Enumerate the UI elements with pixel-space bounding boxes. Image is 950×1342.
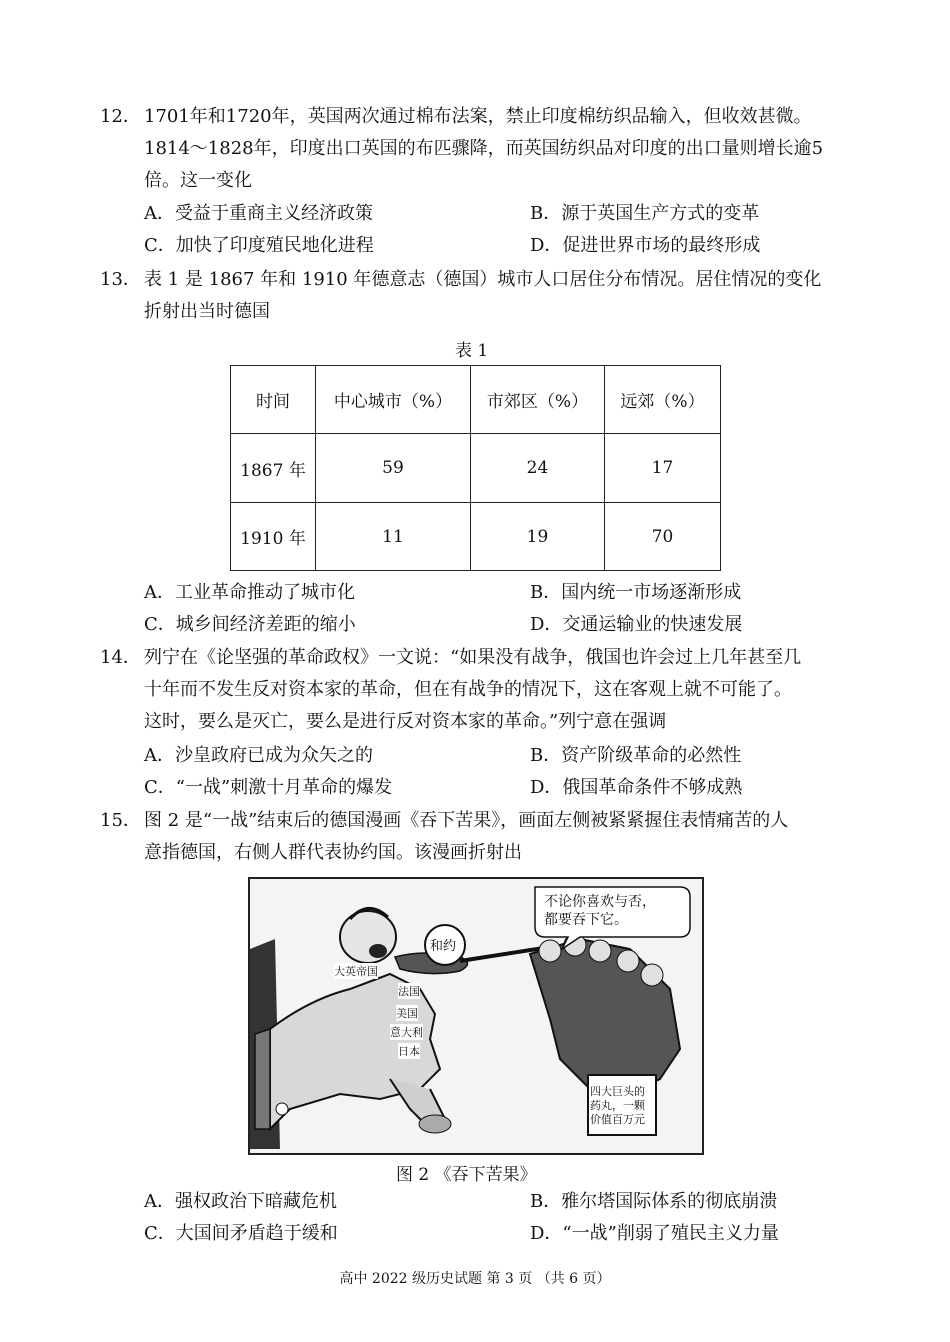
page-footer: 高中 2022 级历史试题 第 3 页 （共 6 页） — [339, 1271, 611, 1287]
question-number: 14． — [100, 647, 141, 668]
jar-line: 四大巨头的 — [590, 1085, 645, 1098]
question-number: 12． — [100, 106, 141, 127]
option-a: A．强权政治下暗藏危机 — [144, 1191, 337, 1212]
figure-caption: 图 2 《吞下苦果》 — [396, 1165, 537, 1185]
finger-label: 大英帝国 — [334, 965, 378, 978]
jar-label — [590, 1085, 645, 1127]
question-15 — [100, 805, 860, 869]
question-stem: 折射出当时德国 — [144, 301, 270, 322]
question-12 — [100, 101, 860, 197]
option-b: B．雅尔塔国际体系的彻底崩溃 — [530, 1191, 778, 1212]
question-stem: 倍。这一变化 — [144, 170, 252, 191]
table-header-row — [231, 366, 721, 434]
finger-label: 法国 — [398, 985, 420, 998]
sleeve-shape — [255, 1029, 270, 1129]
table-header-cell: 时间 — [231, 366, 316, 434]
option-a: A．工业革命推动了城市化 — [144, 582, 355, 603]
option-d: D．交通运输业的快速发展 — [530, 614, 743, 635]
table-cell: 59 — [316, 434, 471, 503]
cuff-button — [276, 1103, 288, 1115]
speech-text — [544, 893, 656, 929]
open-mouth — [369, 944, 387, 958]
option-c: C．加快了印度殖民地化进程 — [144, 235, 374, 256]
table-cell: 11 — [316, 503, 471, 571]
option-c: C．城乡间经济差距的缩小 — [144, 614, 356, 635]
option-a: A．沙皇政府已成为众矢之的 — [144, 745, 373, 766]
jar-line: 价值百万元 — [590, 1113, 645, 1126]
crowd-head — [641, 964, 663, 986]
table-row — [231, 434, 721, 503]
question-stem: 表 1 是 1867 年和 1910 年德意志（德国）城市人口居住分布情况。居住情况的变化 — [144, 269, 822, 290]
option-c: C．“一战”刺激十月革命的爆发 — [144, 777, 393, 798]
table-row — [231, 503, 721, 571]
speech-line: 都要吞下它。 — [544, 912, 628, 928]
jar-line: 药丸，一颗 — [590, 1099, 645, 1112]
crowd-head — [617, 950, 639, 972]
population-table — [230, 365, 721, 571]
crowd-head — [589, 940, 611, 962]
cartoon-image — [248, 877, 704, 1155]
option-d: D．“一战”削弱了殖民主义力量 — [530, 1223, 779, 1244]
crowd-head — [539, 940, 561, 962]
question-stem: 十年而不发生反对资本家的革命，但在有战争的情况下，这在客观上就不可能了。 — [144, 679, 792, 700]
finger-label: 意大利 — [390, 1026, 423, 1039]
treaty-label: 和约 — [430, 939, 457, 954]
question-number: 15． — [100, 810, 141, 831]
table-caption: 表 1 — [455, 341, 489, 361]
table-header-cell: 远郊（%） — [605, 366, 721, 434]
option-d: D．促进世界市场的最终形成 — [530, 235, 761, 256]
option-b: B．资产阶级革命的必然性 — [530, 745, 742, 766]
option-d: D．俄国革命条件不够成熟 — [530, 777, 743, 798]
question-stem: 图 2 是“一战”结束后的德国漫画《吞下苦果》，画面左侧被紧紧握住表情痛苦的人 — [144, 810, 789, 831]
table-header-cell: 市郊区（%） — [471, 366, 605, 434]
table-cell: 1910 年 — [231, 503, 316, 571]
table-header-cell: 中心城市（%） — [316, 366, 471, 434]
german-figure-head — [340, 911, 396, 963]
table-cell: 19 — [471, 503, 605, 571]
shoe — [419, 1115, 451, 1133]
option-a: A．受益于重商主义经济政策 — [144, 203, 373, 224]
table-cell: 24 — [471, 434, 605, 503]
table-cell: 70 — [605, 503, 721, 571]
question-stem: 意指德国，右侧人群代表协约国。该漫画折射出 — [144, 842, 522, 863]
question-stem: 1814～1828年，印度出口英国的布匹骤降，而英国纺织品对印度的出口量则增长逾5 — [144, 138, 824, 159]
option-b: B．源于英国生产方式的变革 — [530, 203, 760, 224]
table-cell: 17 — [605, 434, 721, 503]
option-b: B．国内统一市场逐渐形成 — [530, 582, 742, 603]
question-stem: 1701年和1720年，英国两次通过棉布法案，禁止印度棉纺织品输入，但收效甚微。 — [144, 106, 812, 127]
finger-label: 日本 — [398, 1045, 420, 1058]
option-c: C．大国间矛盾趋于缓和 — [144, 1223, 338, 1244]
question-14 — [100, 642, 860, 738]
question-stem: 列宁在《论坚强的革命政权》一文说：“如果没有战争，俄国也许会过上几年甚至几 — [144, 647, 802, 668]
finger-label: 美国 — [396, 1007, 418, 1020]
allied-crowd — [530, 939, 680, 1094]
question-stem: 这时，要么是灭亡，要么是进行反对资本家的革命。”列宁意在强调 — [144, 711, 667, 732]
table-cell: 1867 年 — [231, 434, 316, 503]
speech-line: 不论你喜欢与否， — [544, 894, 656, 910]
question-number: 13． — [100, 269, 141, 290]
question-13 — [100, 264, 860, 328]
